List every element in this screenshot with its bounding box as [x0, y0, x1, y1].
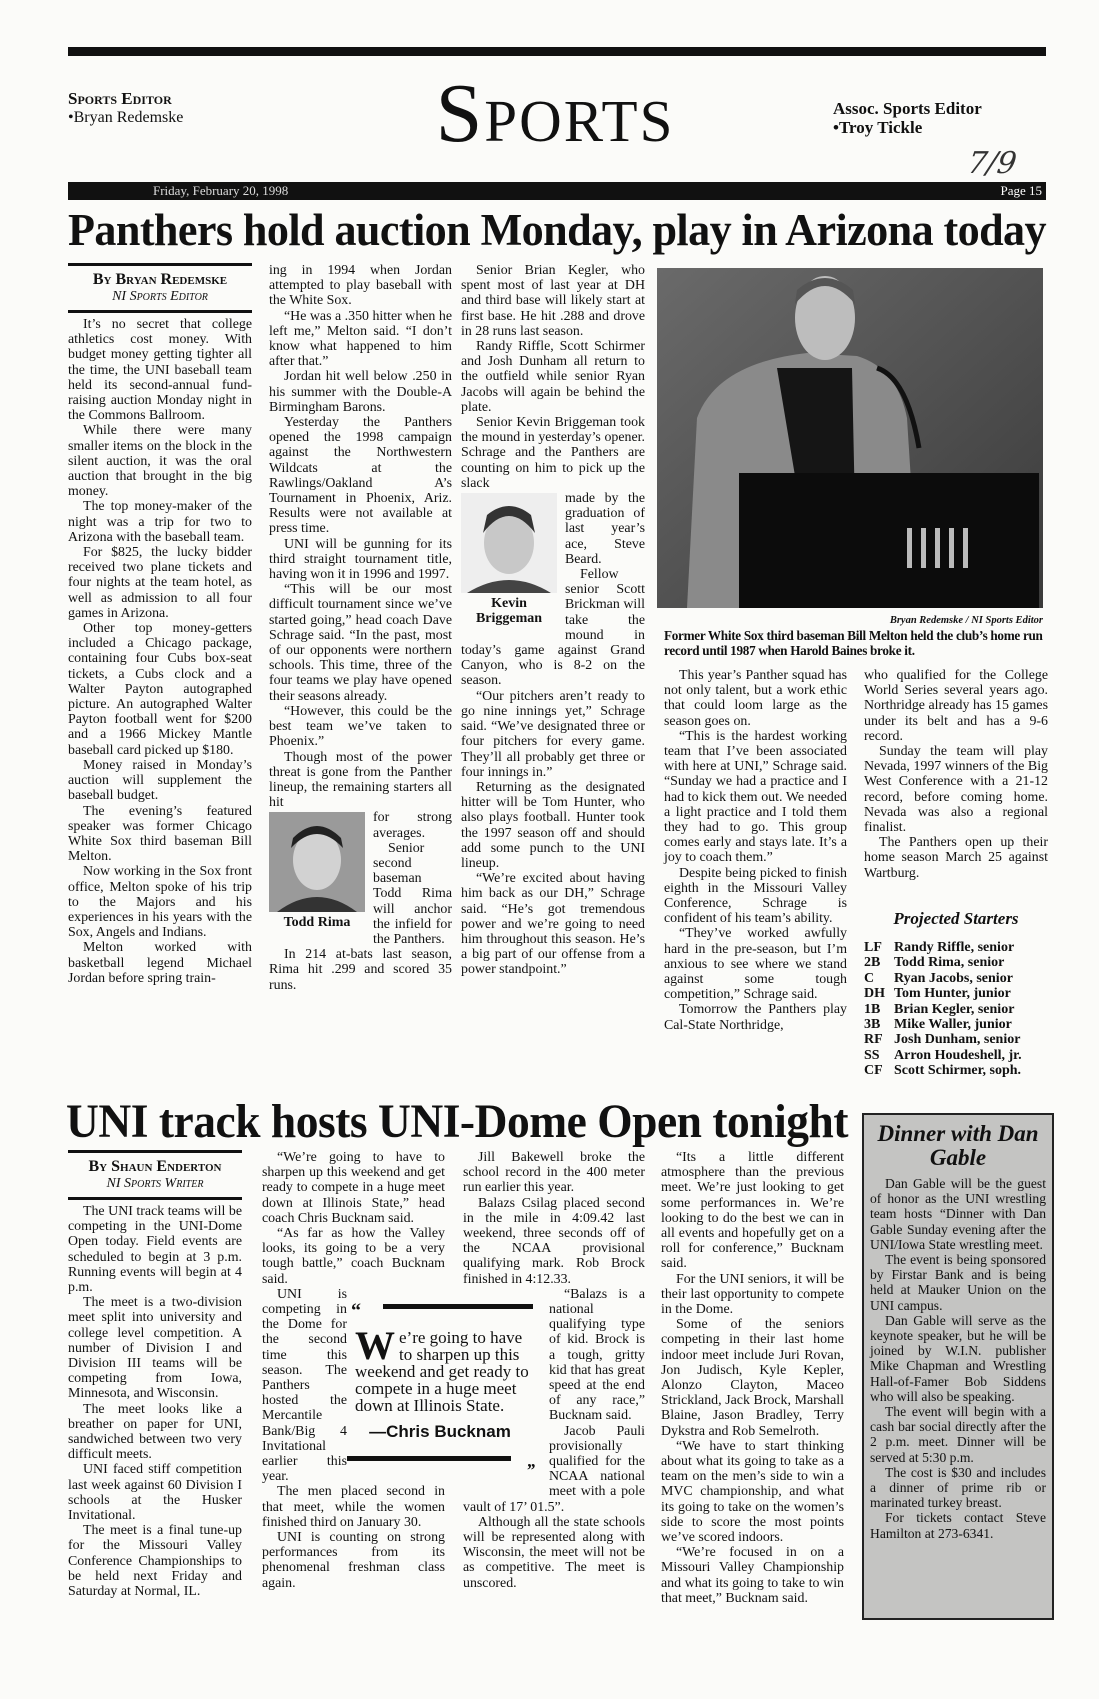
paragraph: Tomorrow the Panthers play Cal-State Northridge, — [664, 1002, 847, 1033]
paragraph: “We’re excited about having him back as our DH,” Schrage said. “He’s got tremendous power and we’re going to need him throughout this season. He’s a big part of our offense from a power standpoint.” — [461, 871, 645, 978]
paragraph-group — [461, 263, 645, 491]
paragraph-group — [68, 317, 252, 986]
assoc-editor-name: •Troy Tickle — [833, 118, 923, 137]
starter-name: Scott Schirmer, soph. — [894, 1063, 1022, 1079]
pull-quote-text — [347, 1323, 533, 1415]
todd-rima-mugshot — [269, 812, 365, 930]
paragraph: Melton worked with basketball legend Michael Jordan before spring train- — [68, 940, 252, 986]
paragraph: UNI faced stiff competition last week against 60 Division I schools at the Husker Invitational. — [68, 1462, 242, 1524]
paragraph: UNI is counting on strong performances from its phenomenal freshman class again. — [262, 1530, 445, 1591]
starter-name: Arron Houdeshell, jr. — [894, 1047, 1022, 1063]
starter-row — [864, 1017, 1048, 1032]
paragraph: “This will be our most difficult tournament since we’ve started going,” head coach Dave Schrage said. “In the past, most of our opponents were northern schools. This time, three of the four teams we play have opened their seasons already. — [269, 582, 452, 704]
starter-row — [864, 1002, 1048, 1017]
kevin-briggeman-photo — [461, 493, 557, 593]
paragraph: Other top money-getters included a Chicago package, containing four Cubs box-seat tickets, a Cubs clock and a Walter Payton autographed picture. An autographed Walter Payton football went for $200 and a 1966 Mickey Mantle baseball card picked up $180. — [68, 621, 252, 758]
byline — [68, 263, 252, 313]
paragraph: “As far as how the Valley looks, its going to be a very tough battle,” coach Bucknam said. — [262, 1226, 445, 1287]
starter-name: Brian Kegler, senior — [894, 1001, 1015, 1017]
starter-position: RF — [864, 1032, 883, 1048]
dinner-title: Dinner with Dan Gable — [877, 1121, 1039, 1170]
baseball-column-5 — [864, 668, 1048, 1079]
starter-name: Mike Waller, junior — [894, 1017, 1012, 1033]
starter-position: 2B — [864, 955, 881, 971]
track-headline: UNI track hosts UNI-Dome Open tonight — [66, 1095, 849, 1148]
kevin-briggeman-caption: Kevin Briggeman — [475, 596, 543, 627]
track-byline — [68, 1150, 242, 1200]
paragraph: The men placed second in that meet, while the women finished third on January 30. — [262, 1484, 445, 1530]
paragraph: In 214 at-bats last season, Rima hit .299 and scored 35 runs. — [269, 947, 452, 993]
paragraph: “Its a little different atmosphere than the previous meet. We’re just looking to get some performances in. We’re looking to do the best we can in all events and hopefully get on a roll for conference,” Bucknam said. — [661, 1150, 844, 1272]
paragraph: For $825, the lucky bidder received two plane tickets and four nights at the team hotel, as well as admission to all four games in Arizona. — [68, 545, 252, 621]
paragraph: While there were many smaller items on the block in the silent auction, it was the oral auction that brought in the big money. — [68, 423, 252, 500]
paragraph: “We’re focused in on a Missouri Valley Championship and what its going to take to win that meet,” Bucknam said. — [661, 1545, 844, 1606]
paragraph: Though most of the power threat is gone from the Panther lineup, the remaining starters all hit — [269, 749, 452, 811]
paragraph: The meet is a two-division meet split into university and college level competition. A number of Division I and Division III teams will be competing from Iowa, Minnesota, and Wisconsin. — [68, 1295, 242, 1402]
pull-quote — [347, 1300, 535, 1480]
starter-position: CF — [864, 1063, 883, 1079]
byline-name: By Bryan Redemske — [92, 271, 228, 288]
track-byline-role: NI Sports Writer — [106, 1176, 204, 1191]
paragraph: The evening’s featured speaker was former Chicago White Sox third baseman Bill Melton. — [68, 803, 252, 865]
paragraph: Sunday the team will play Nevada, 1997 winners of the Big West Conference with a 21-12 record, before coming home. Nevada was also a regional finalist. — [864, 744, 1048, 836]
paragraph: “Balazs is a national qualifying type of kid. Brock is a tough, gritty kid that has great speed at the end of any race,” Bucknam said. — [549, 1286, 645, 1424]
editor-title: Sports Editor — [68, 89, 172, 108]
page-number: Page 15 — [1000, 183, 1042, 198]
paragraph: The Panthers open up their home season March 25 against Wartburg. — [864, 835, 1048, 881]
starter-name: Tom Hunter, junior — [894, 986, 1011, 1002]
track-column-4 — [661, 1150, 844, 1606]
starter-row — [864, 1063, 1048, 1078]
assoc-editor-title: Assoc. Sports Editor — [833, 99, 982, 118]
paragraph: Senior Brian Kegler, who spent most of last year at DH and third base will likely start at first base. He hit .288 and drove in 28 runs last season. — [461, 263, 645, 339]
paragraph: The UNI track teams will be competing in the UNI-Dome Open today. Field events are scheduled to begin at 3 p.m. Running events will begin at 4 p.m. — [68, 1204, 242, 1296]
paragraph: “He was a .350 hitter when he left me,” Melton said. “I don’t know what happened to him after that.” — [269, 308, 452, 370]
handwritten-note: 7/9 — [965, 146, 1019, 181]
track-byline-name: By Shaun Enderton — [88, 1158, 222, 1175]
pull-quote-body: e’re going to have to sharpen up this weekend and get ready to compete in a huge meet down at Illinois State. — [355, 1328, 529, 1415]
baseball-column-4 — [664, 668, 847, 1033]
todd-rima-photo — [269, 812, 365, 912]
baseball-column-2 — [269, 263, 452, 993]
paragraph: The cost is $30 and includes a dinner of prime rib or marinated turkey breast. — [870, 1464, 1046, 1511]
paragraph-group — [262, 1150, 445, 1287]
paragraph: for strong averages. — [373, 810, 452, 841]
paragraph-group — [463, 1150, 645, 1287]
starter-row — [864, 955, 1048, 970]
track-column-1 — [68, 1150, 242, 1599]
baseball-column-1 — [68, 263, 252, 986]
paragraph-group — [864, 668, 1048, 881]
pull-quote-bottom-rule — [347, 1456, 511, 1461]
byline-role: NI Sports Editor — [112, 289, 208, 304]
paragraph-group — [269, 263, 452, 810]
paragraph: Now working in the Sox front office, Melton spoke of his trip to the Majors and his experiences in his years with the Sox, Angels and Indians. — [68, 864, 252, 941]
paragraph-group — [68, 1204, 242, 1599]
paragraph: Despite being picked to finish eighth in the Missouri Valley Conference, Schrage is confident of his team’s ability. — [664, 865, 847, 927]
photo-credit: Bryan Redemske / NI Sports Editor — [889, 615, 1043, 626]
editor-name: •Bryan Redemske — [68, 109, 184, 126]
paragraph: “We have to start thinking about what its going to take as a team on the men’s side to win a MVC championship, and what its going to take on the women’s side to score the most points we’ve scored indoors. — [661, 1438, 844, 1546]
paragraph: “We’re going to have to sharpen up this weekend and get ready to compete in a huge meet down at Illinois State,” head coach Chris Bucknam said. — [262, 1150, 445, 1226]
starter-position: 3B — [864, 1017, 881, 1033]
photo-caption: Former White Sox third baseman Bill Melton held the club’s home run record until 1987 when Harold Baines broke it. — [664, 628, 1043, 658]
starter-row — [864, 986, 1048, 1001]
paragraph: Returning as the designated hitter will be Tom Hunter, who also plays football. Hunter took the 1997 season off and should add some punch to the UNI lineup. — [461, 779, 645, 871]
paragraph: The top money-maker of the night was a trip for two to Arizona with the baseball team. — [68, 499, 252, 545]
paragraph: “However, this could be the best team we’ve taken to Phoenix.” — [269, 703, 452, 750]
drop-cap: W — [355, 1323, 395, 1368]
pull-quote-top-rule — [383, 1304, 533, 1309]
paragraph: who qualified for the College World Series several years ago. Northridge already has 15 games under its belt and has a 9-6 record. — [864, 668, 1048, 744]
starter-position: SS — [864, 1047, 880, 1063]
starter-row — [864, 971, 1048, 986]
starter-row — [864, 1032, 1048, 1047]
dinner-sidebar — [862, 1113, 1054, 1620]
paragraph: Jordan hit well below .250 in his summer with the Double-A Birmingham Barons. — [269, 369, 452, 415]
paragraph: This year’s Panther squad has not only talent, but a work ethic that could loom large as the season goes on. — [664, 668, 847, 729]
paragraph: made by the graduation of last year’s ace, Steve Beard. — [565, 491, 645, 567]
paragraph: Some of the seniors competing in their last home indoor meet include Juri Rovan, Jon Judisch, Kyle Kepler, Alonzo Clayton, Maceo Strickland, Jack Brock, Marshall Blaine, Jason Bradley, Terry Dykstra and Rob Semelroth. — [661, 1317, 844, 1439]
top-rule — [68, 47, 1046, 56]
starter-position: DH — [864, 986, 885, 1002]
assoc-editor-credit — [833, 99, 982, 137]
paragraph: UNI will be gunning for its third straight tournament title, having won it in 1996 and 1997. — [269, 536, 452, 583]
starter-name: Randy Riffle, senior — [894, 940, 1015, 956]
starter-row — [864, 940, 1048, 955]
baseball-column-3 — [461, 263, 645, 978]
section-title: Sports — [435, 67, 675, 160]
open-quote-mark: “ — [351, 1300, 361, 1322]
paragraph: Balazs Csilag placed second in the mile in 4:09.42 last weekend, three seconds off of the NCAA provisional qualifying mark. Rob Brock finished in 4:12.33. — [463, 1195, 645, 1287]
paragraph: Yesterday the Panthers opened the 1998 campaign against the Northwestern Wildcats at the Rawlings/Oakland A’s Tournament in Phoenix, Ariz. Results were not available at press time. — [269, 415, 452, 537]
sports-editor-credit — [68, 89, 183, 127]
starter-row — [864, 1048, 1048, 1063]
kevin-briggeman-mugshot — [461, 493, 557, 626]
paragraph: Fellow senior Scott Brickman will take the mound in today’s game against Grand Canyon, who is 8-2 on the season. — [461, 567, 645, 689]
baseball-headline: Panthers hold auction Monday, play in Arizona today — [68, 205, 1047, 255]
starter-name: Ryan Jacobs, senior — [894, 970, 1013, 986]
paragraph: “This is the hardest working team that I’ve been associated with here at UNI,” Schrage said. “Sunday we had a practice and I had to kick them out. We needed a light practice and I told them they had to go. This group comes early and stays late. It’s a joy to coach them.” — [664, 728, 847, 866]
paragraph: Jill Bakewell broke the school record in the 400 meter run earlier this year. — [463, 1150, 645, 1196]
paragraph: For tickets contact Steve Hamilton at 273-6341. — [870, 1510, 1046, 1541]
paragraph: Money raised in Monday’s auction will supplement the baseball budget. — [68, 757, 252, 804]
paragraph: Dan Gable will serve as the keynote speaker, but he will be joined by W.I.N. publisher Mike Chapman and Wrestling Hall-of-Famer Bob Siddens who will also be speaking. — [870, 1312, 1046, 1404]
pull-quote-attribution: —Chris Bucknam — [369, 1422, 511, 1441]
paragraph: Dan Gable will be the guest of honor as the UNI wrestling team hosts “Dinner with Dan Gable Sunday evening after the UNI/Iowa State wrestling meet. — [870, 1176, 1046, 1252]
paragraph: The event will begin with a cash bar social directly after the 2 p.m. meet. Dinner will be served at 5:30 p.m. — [870, 1404, 1046, 1465]
bill-melton-photo — [657, 268, 1043, 608]
paragraph: The event is being sponsored by Firstar Bank and is being held at Mauker Union on the UNI campus. — [870, 1252, 1046, 1313]
paragraph: Senior Kevin Briggeman took the mound in yesterday’s opener. Schrage and the Panthers are counting on him to pick up the slack — [461, 415, 645, 491]
paragraph: “They’ve worked awfully hard in the pre-season, but I’m anxious to see where we stand against some tough competition,” Schrage said. — [664, 926, 847, 1003]
starter-position: C — [864, 970, 875, 986]
paragraph: For the UNI seniors, it will be their last opportunity to compete in the Dome. — [661, 1271, 844, 1318]
starter-position: 1B — [864, 1001, 881, 1017]
date-bar — [68, 182, 1046, 200]
paragraph: Although all the state schools will be represented along with Wisconsin, the meet will not be as competitive. The meet is unscored. — [463, 1514, 645, 1591]
paragraph: Randy Riffle, Scott Schirmer and Josh Dunham all return to the outfield while senior Ryan Jacobs will again be behind the plate. — [461, 339, 645, 415]
starter-name: Josh Dunham, senior — [894, 1032, 1021, 1048]
paragraph: Jacob Pauli provisionally qualified for the NCAA national meet with a pole vault of 17’ 01.5”. — [463, 1423, 645, 1515]
projected-starters-title: Projected Starters — [893, 908, 1019, 928]
paragraph: Senior second baseman Todd Rima will anchor the infield for the Panthers. — [373, 840, 452, 947]
todd-rima-caption: Todd Rima — [283, 915, 351, 931]
starter-name: Todd Rima, senior — [894, 955, 1005, 971]
paragraph: The meet is a final tune-up for the Missouri Valley Conference Championships to be held next Friday and Saturday at Normal, IL. — [68, 1523, 242, 1600]
paragraph: UNI is competing in the Dome for the second time this season. The Panthers hosted the Mercantile Bank/Big 4 Invitational earlier this year. — [262, 1286, 347, 1485]
paragraph-group — [664, 668, 847, 1033]
close-quote-mark: ” — [526, 1460, 535, 1480]
issue-date: Friday, February 20, 1998 — [153, 183, 289, 198]
paragraph: It’s no secret that college athletics cost money. With budget money getting tighter all the time, the UNI baseball team held its second-annual fund-raising auction Monday night in the Commons Ballroom. — [68, 317, 252, 424]
projected-starters-list — [864, 940, 1048, 1079]
paragraph: ing in 1994 when Jordan attempted to play baseball with the White Sox. — [269, 263, 452, 309]
paragraph-group — [870, 1176, 1046, 1541]
paragraph-group — [661, 1150, 844, 1606]
paragraph: “Our pitchers aren’t ready to go nine innings yet,” Schrage said. “We’ve designated three or four pitchers for every game. They’ll all probably get three or four innings in.” — [461, 688, 645, 780]
paragraph: The meet looks like a breather on paper for UNI, sandwiched between two very difficult meets. — [68, 1401, 242, 1463]
starter-position: LF — [864, 940, 882, 956]
